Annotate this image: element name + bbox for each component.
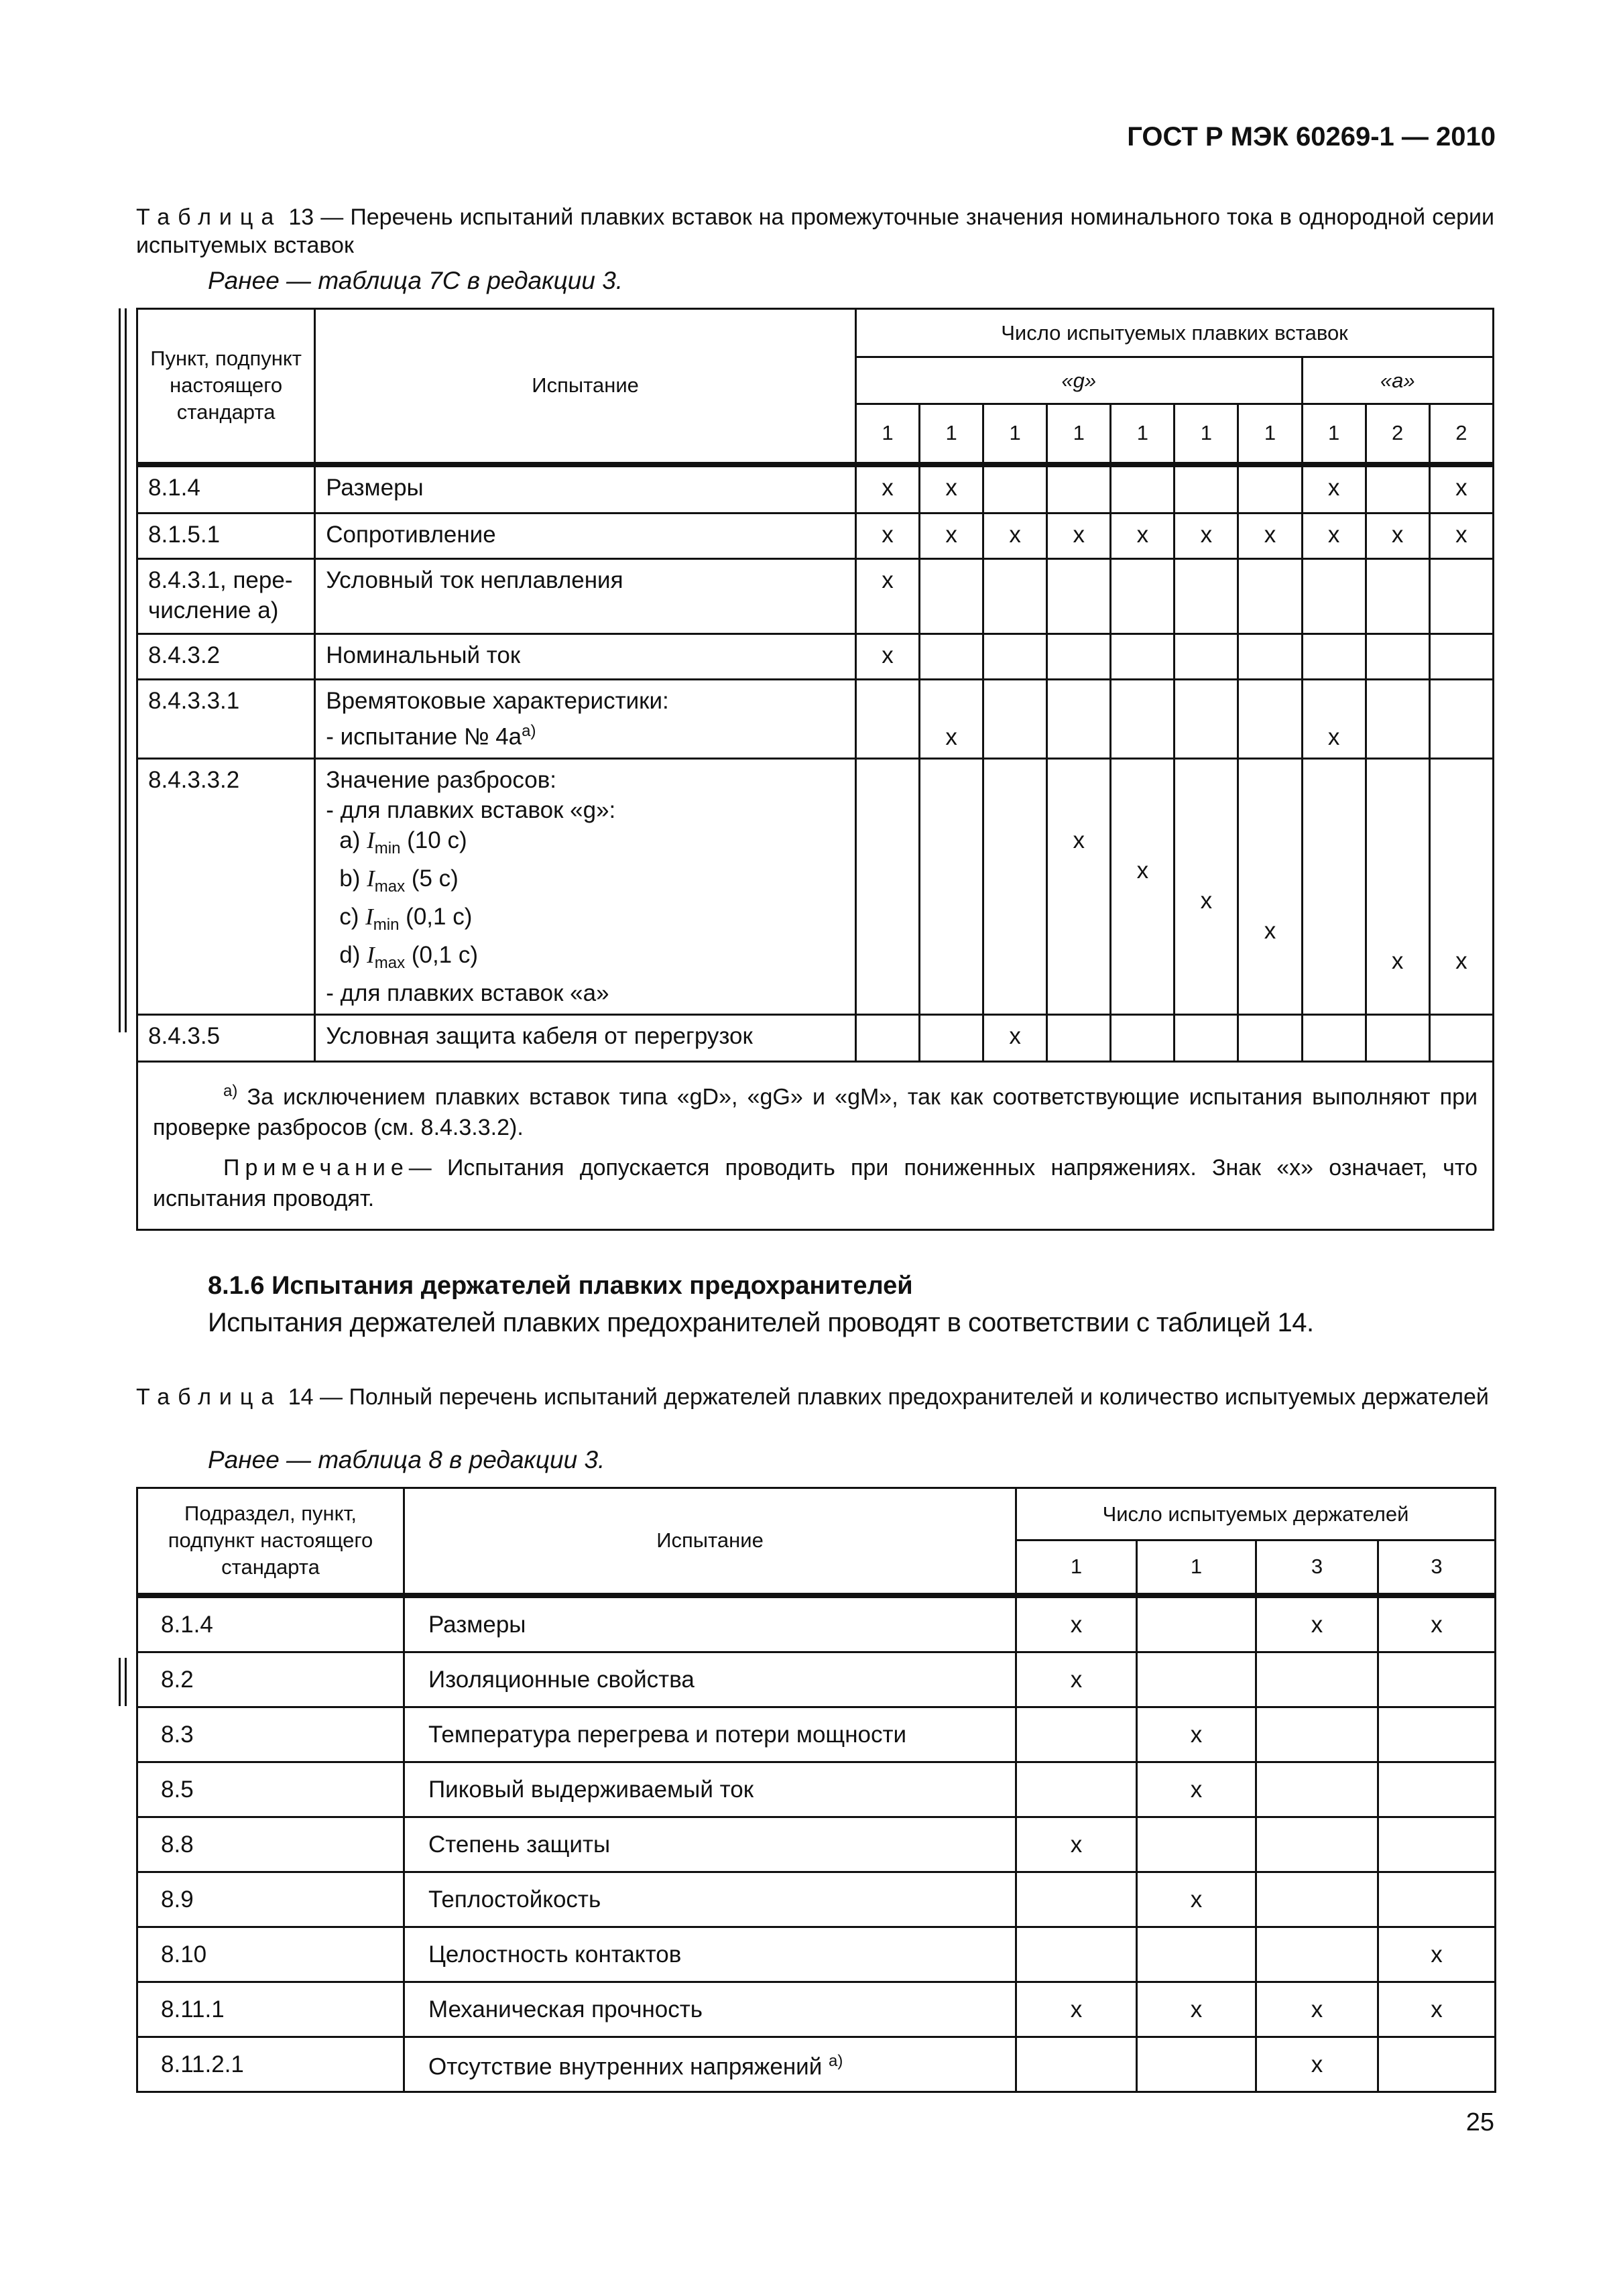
- table13-footer: [137, 1061, 1494, 1229]
- table14-test: Механическая прочность: [404, 1982, 1016, 2037]
- table13-mark: x: [1302, 513, 1366, 559]
- table13-clause: 8.4.3.2: [137, 634, 315, 680]
- table-row: [137, 465, 1494, 513]
- table13-mark: x: [983, 513, 1047, 559]
- table14-test: Целостность контактов: [404, 1927, 1016, 1982]
- table13-count: 2: [1429, 404, 1493, 465]
- table14-test: Отсутствие внутренних напряжений $^{a)}$: [404, 2037, 1016, 2092]
- table14-count: 3: [1256, 1540, 1378, 1595]
- table14-previously: Ранее — таблица 8 в редакции 3.: [208, 1446, 605, 1473]
- table14-mark: x: [1137, 1982, 1256, 2037]
- table14-mark: x: [1378, 1927, 1496, 1982]
- table14-mark: x: [1137, 1762, 1256, 1817]
- table13-mark: x: [855, 559, 919, 634]
- table-row: [137, 1762, 1496, 1817]
- table-row: [137, 634, 1494, 680]
- table13-test-line: - испытание № $4а^{a)}$: [326, 722, 536, 750]
- table13-mark: x: [855, 513, 919, 559]
- table13-test-line: d) $I_{max}$ (0,1 с): [339, 941, 479, 972]
- table13-count: 1: [1111, 404, 1175, 465]
- table-row: [137, 1014, 1494, 1061]
- table13-note: Примечание— Испытания допускается проводить при пониженных напряжениях. Знак «х» означает, что испытания проводят.: [153, 1154, 1478, 1211]
- table-row: [137, 758, 1494, 1014]
- standard-id: ГОСТ Р МЭК 60269-1 — 2010: [1127, 122, 1496, 152]
- table13-test-line: b) $I_{max}$ (5 с): [339, 865, 459, 896]
- table14-test: Степень защиты: [404, 1817, 1016, 1872]
- table13-mark: x: [855, 465, 919, 513]
- table14: [136, 1487, 1496, 2093]
- table-row: [137, 680, 1494, 759]
- table14-clause: 8.10: [137, 1927, 404, 1982]
- section-heading: 8.1.6 Испытания держателей плавких предохранителей: [208, 1272, 913, 1300]
- table14-mark: x: [1016, 1652, 1137, 1707]
- table13-mark: x: [1175, 758, 1238, 1014]
- table13-caption: [136, 203, 1494, 259]
- table13-clause: 8.4.3.3.1: [137, 680, 315, 759]
- revision-bar: [125, 1658, 127, 1706]
- table14-mark: x: [1016, 1817, 1137, 1872]
- table13-count: 1: [1238, 404, 1302, 465]
- table13-mark: x: [1429, 513, 1493, 559]
- table13-clause: 8.4.3.3.2: [137, 758, 315, 1014]
- table13-test: Сопротивление: [315, 513, 856, 559]
- table13-mark: x: [1302, 680, 1366, 759]
- table13-clause: 8.4.3.5: [137, 1014, 315, 1061]
- table13-test: [315, 758, 856, 1014]
- table14-mark: x: [1137, 1872, 1256, 1927]
- table14-clause: 8.8: [137, 1817, 404, 1872]
- table14-mark: x: [1016, 1982, 1137, 2037]
- table14-caption-text: 14 — Полный перечень испытаний держателей плавких предохранителей и количество испытуемых держателей: [288, 1384, 1489, 1410]
- table-row: [137, 1817, 1496, 1872]
- table14-col-test: Испытание: [404, 1488, 1016, 1595]
- table13-mark: x: [1047, 513, 1111, 559]
- revision-bar: [125, 308, 127, 1032]
- table14-count: 1: [1137, 1540, 1256, 1595]
- table14-clause: 8.11.2.1: [137, 2037, 404, 2092]
- table13-count: 1: [1175, 404, 1238, 465]
- table13-mark: x: [1111, 513, 1175, 559]
- table13-previously: Ранее — таблица 7С в редакции 3.: [208, 267, 623, 294]
- table14-clause: 8.3: [137, 1707, 404, 1762]
- table13-test-line: - для плавких вставок «g»:: [326, 796, 616, 823]
- table13-count: 1: [855, 404, 919, 465]
- table13-mark: x: [1302, 465, 1366, 513]
- table14-test: Изоляционные свойства: [404, 1652, 1016, 1707]
- table13-test-line: Значение разбросов:: [326, 766, 557, 793]
- table14-mark: x: [1378, 1595, 1496, 1652]
- table-row: [137, 1707, 1496, 1762]
- table-row: [137, 2037, 1496, 2092]
- table14-mark: x: [1016, 1595, 1137, 1652]
- table13-mark: x: [920, 465, 983, 513]
- table13-mark: x: [1429, 465, 1493, 513]
- table13-clause: 8.1.4: [137, 465, 315, 513]
- table14-clause: 8.9: [137, 1872, 404, 1927]
- table14-col-clause: Подраздел, пункт, подпункт настоящего стандарта: [137, 1488, 404, 1595]
- table14-mark: x: [1378, 1982, 1496, 2037]
- table14-clause: 8.11.1: [137, 1982, 404, 2037]
- table14-test: Пиковый выдерживаемый ток: [404, 1762, 1016, 1817]
- table14-mark: x: [1256, 1595, 1378, 1652]
- table13-count: 1: [920, 404, 983, 465]
- table14-caption: [136, 1383, 1494, 1411]
- table13-col-count: Число испытуемых плавких вставок: [855, 309, 1493, 357]
- table13-mark: x: [1111, 758, 1175, 1014]
- table14-mark: x: [1256, 1982, 1378, 2037]
- table13-test: Размеры: [315, 465, 856, 513]
- table13-mark: x: [983, 1014, 1047, 1061]
- table-row: [137, 1872, 1496, 1927]
- table13-mark: x: [920, 513, 983, 559]
- table14-test: Размеры: [404, 1595, 1016, 1652]
- table14-mark: x: [1256, 2037, 1378, 2092]
- table13-clause: 8.4.3.1, пере-числение а): [137, 559, 315, 634]
- table13-mark: x: [1429, 758, 1493, 1014]
- table-row: [137, 1927, 1496, 1982]
- table13-mark: x: [920, 680, 983, 759]
- table13-mark: x: [1047, 758, 1111, 1014]
- table-row: [137, 513, 1494, 559]
- table13-mark: x: [1366, 758, 1429, 1014]
- table13-test: Условная защита кабеля от перегрузок: [315, 1014, 856, 1061]
- table13-col-clause: Пункт, подпункт настоящего стандарта: [137, 309, 315, 465]
- table14-count: 1: [1016, 1540, 1137, 1595]
- table13-test-line: a) $I_{min}$ (10 с): [339, 827, 467, 857]
- table13-mark: x: [1238, 513, 1302, 559]
- table13-test-line: - для плавких вставок «a»: [326, 979, 609, 1006]
- table13-group-a: «a»: [1302, 357, 1493, 404]
- table13-count: 1: [1047, 404, 1111, 465]
- table13-caption-text: 13 — Перечень испытаний плавких вставок на промежуточные значения номинального тока в однородной серии испытуемых вставок: [136, 204, 1495, 258]
- table14-test: Теплостойкость: [404, 1872, 1016, 1927]
- table13-test: Условный ток неплавления: [315, 559, 856, 634]
- table13-count: 1: [983, 404, 1047, 465]
- table13-mark: x: [1175, 513, 1238, 559]
- table13-test: Номинальный ток: [315, 634, 856, 680]
- table13-group-g: «g»: [855, 357, 1302, 404]
- table13: [136, 308, 1494, 1231]
- table13-caption-label: Таблица: [136, 204, 282, 230]
- page-number: 25: [1465, 2108, 1494, 2136]
- table13-test-line: c) $I_{min}$ (0,1 с): [339, 903, 473, 934]
- table14-caption-label: Таблица: [136, 1384, 282, 1410]
- table13-footnote: $^{a)}$ За исключением плавких вставок типа «gD», «gG» и «gM», так как соответствующие испытания выполняют при проверке разбросов (см. 8.4.3.3.2).: [153, 1081, 1478, 1140]
- table13-count: 2: [1366, 404, 1429, 465]
- section-paragraph: Испытания держателей плавких предохранителей проводят в соответствии с таблицей 14.: [208, 1308, 1314, 1337]
- table14-clause: 8.5: [137, 1762, 404, 1817]
- table14-clause: 8.1.4: [137, 1595, 404, 1652]
- revision-bar: [119, 308, 121, 1032]
- table-row: [137, 1982, 1496, 2037]
- table13-test: [315, 680, 856, 759]
- table13-count: 1: [1302, 404, 1366, 465]
- footnote-ref: a): [829, 2052, 843, 2071]
- table-row: [137, 1595, 1496, 1652]
- revision-bar: [119, 1658, 121, 1706]
- table13-col-test: Испытание: [315, 309, 856, 465]
- table13-mark: x: [855, 634, 919, 680]
- table14-mark: x: [1137, 1707, 1256, 1762]
- table14-count: 3: [1378, 1540, 1496, 1595]
- table13-mark: x: [1238, 758, 1302, 1014]
- table13-clause: 8.1.5.1: [137, 513, 315, 559]
- table14-test: Температура перегрева и потери мощности: [404, 1707, 1016, 1762]
- footnote-ref: a): [522, 722, 536, 740]
- table13-mark: x: [1366, 513, 1429, 559]
- table14-clause: 8.2: [137, 1652, 404, 1707]
- table13-test-line: Времятоковые характеристики:: [326, 688, 669, 714]
- table14-col-count: Число испытуемых держателей: [1016, 1488, 1496, 1540]
- table-row: [137, 559, 1494, 634]
- table-row: [137, 1652, 1496, 1707]
